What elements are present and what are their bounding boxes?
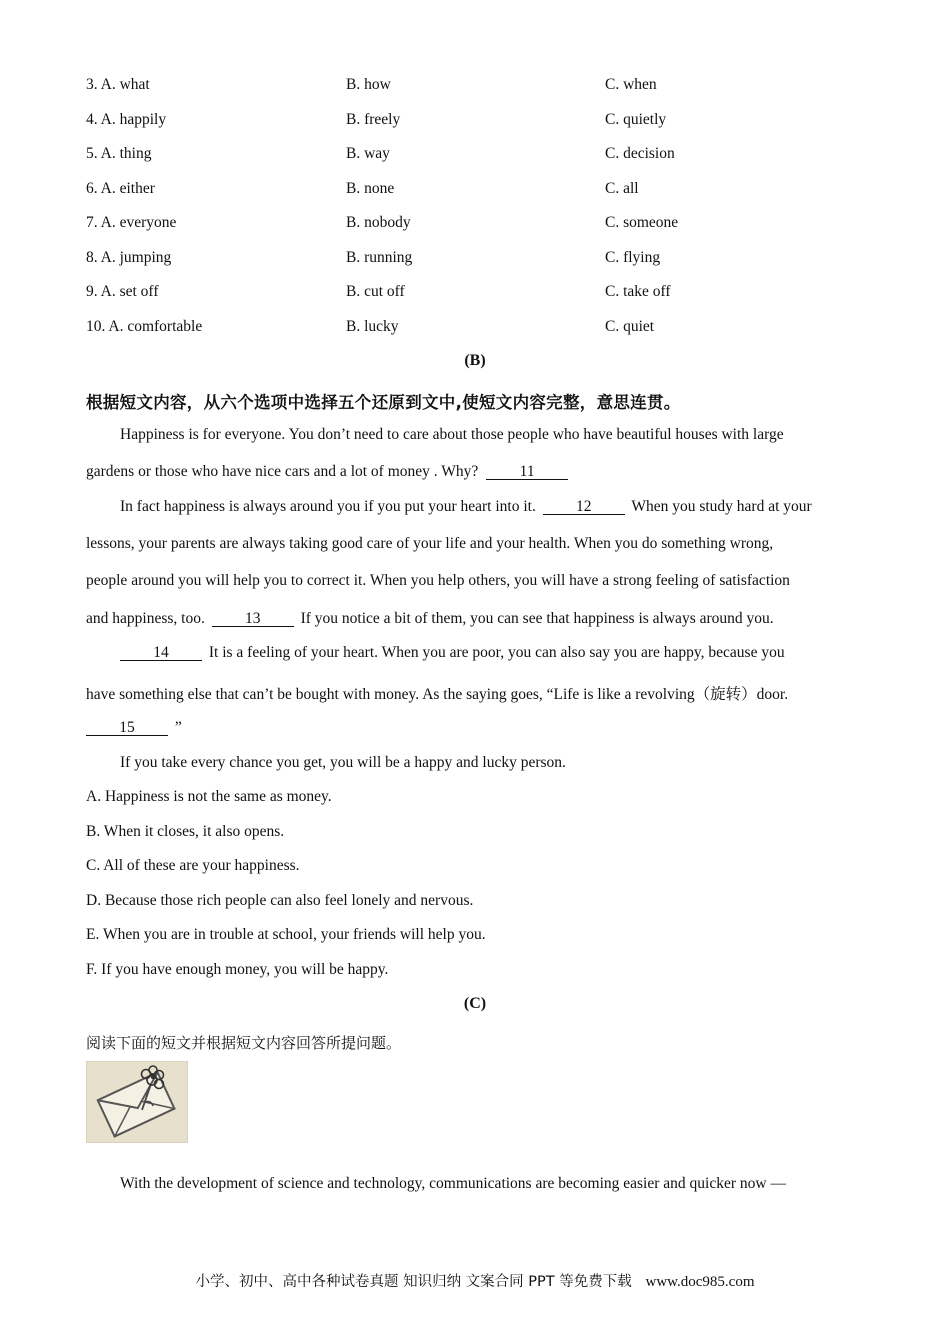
option-a: 3. A. what (86, 76, 150, 93)
option-a: 8. A. jumping (86, 249, 172, 266)
option-row (0, 111, 950, 133)
option-b: B. lucky (346, 318, 399, 335)
choice-item: A. Happiness is not the same as money. (86, 788, 332, 805)
option-row (0, 145, 950, 167)
paragraph-text: ” (174, 719, 182, 736)
paragraph-text: If you notice a bit of them, you can see that happiness is always around you. (300, 610, 774, 627)
paragraph-line (86, 719, 182, 737)
option-c: C. someone (605, 214, 679, 231)
option-c: C. when (605, 76, 657, 93)
option-b: B. way (346, 145, 390, 162)
option-a: 10. A. comfortable (86, 318, 203, 335)
paragraph-line: Happiness is for everyone. You don’t need to care about those people who have beautiful houses with large (120, 426, 784, 443)
choice-item: C. All of these are your happiness. (86, 857, 300, 874)
option-b: B. running (346, 249, 413, 266)
paragraph-line (120, 498, 812, 516)
paragraph-line: have something else that can’t be bought with money. As the saying goes, “Life is like a revolving（旋转）door. (86, 686, 789, 703)
blank-13[interactable]: 13 (212, 611, 294, 627)
paragraph-line (86, 610, 774, 628)
option-c: C. quiet (605, 318, 655, 335)
option-row (0, 249, 950, 271)
option-a: 6. A. either (86, 180, 155, 197)
choice-item: B. When it closes, it also opens. (86, 823, 285, 840)
choice-item: D. Because those rich people can also feel lonely and nervous. (86, 892, 474, 909)
blank-11[interactable]: 11 (486, 464, 568, 480)
footer-text: 小学、初中、高中各种试卷真题 知识归纳 文案合同 PPT 等免费下载 (195, 1274, 632, 1290)
paragraph-line: With the development of science and technology, communications are becoming easier and quicker now — (120, 1175, 786, 1192)
section-c-heading: (C) (463, 995, 487, 1012)
option-b: B. none (346, 180, 395, 197)
paragraph-line: lessons, your parents are always taking good care of your life and your health. When you do something wrong, (86, 535, 774, 552)
option-row (0, 283, 950, 305)
paragraph-line: people around you will help you to correct it. When you help others, you will have a strong feeling of satisfaction (86, 572, 790, 589)
option-c: C. decision (605, 145, 675, 162)
paragraph-text: When you study hard at your (631, 498, 812, 515)
option-b: B. freely (346, 111, 401, 128)
envelope-flower-icon (87, 1062, 187, 1142)
option-row (0, 214, 950, 236)
option-c: C. quietly (605, 111, 667, 128)
paragraph-text: It is a feeling of your heart. When you are poor, you can also say you are happy, because you (208, 644, 785, 661)
envelope-image (86, 1061, 188, 1143)
blank-15[interactable]: 15 (86, 720, 168, 736)
option-b: B. nobody (346, 214, 411, 231)
option-c: C. take off (605, 283, 671, 300)
option-row (0, 76, 950, 98)
option-b: B. how (346, 76, 391, 93)
section-c-instruction: 阅读下面的短文并根据短文内容回答所提问题。 (86, 1034, 402, 1052)
paragraph-line (86, 463, 568, 481)
option-row (0, 318, 950, 340)
option-row (0, 180, 950, 202)
choice-item: F. If you have enough money, you will be happy. (86, 961, 389, 978)
choice-item: E. When you are in trouble at school, your friends will help you. (86, 926, 486, 943)
paragraph-line: If you take every chance you get, you will be a happy and lucky person. (120, 754, 566, 771)
blank-14[interactable]: 14 (120, 645, 202, 661)
option-c: C. all (605, 180, 639, 197)
option-a: 5. A. thing (86, 145, 152, 162)
option-a: 9. A. set off (86, 283, 159, 300)
option-b: B. cut off (346, 283, 405, 300)
paragraph-text: and happiness, too. (86, 610, 205, 627)
paragraph-text: gardens or those who have nice cars and a lot of money . Why? (86, 463, 479, 480)
section-b-heading: (B) (464, 352, 486, 369)
paragraph-line (120, 644, 785, 662)
footer-url[interactable]: www.doc985.com (645, 1274, 755, 1290)
option-a: 4. A. happily (86, 111, 167, 128)
blank-12[interactable]: 12 (543, 499, 625, 515)
page-footer (0, 1270, 950, 1291)
section-b-instruction: 根据短文内容，从六个选项中选择五个还原到文中,使短文内容完整，意思连贯。 (86, 393, 681, 412)
option-c: C. flying (605, 249, 661, 266)
option-a: 7. A. everyone (86, 214, 177, 231)
paragraph-text: In fact happiness is always around you if you put your heart into it. (120, 498, 536, 515)
